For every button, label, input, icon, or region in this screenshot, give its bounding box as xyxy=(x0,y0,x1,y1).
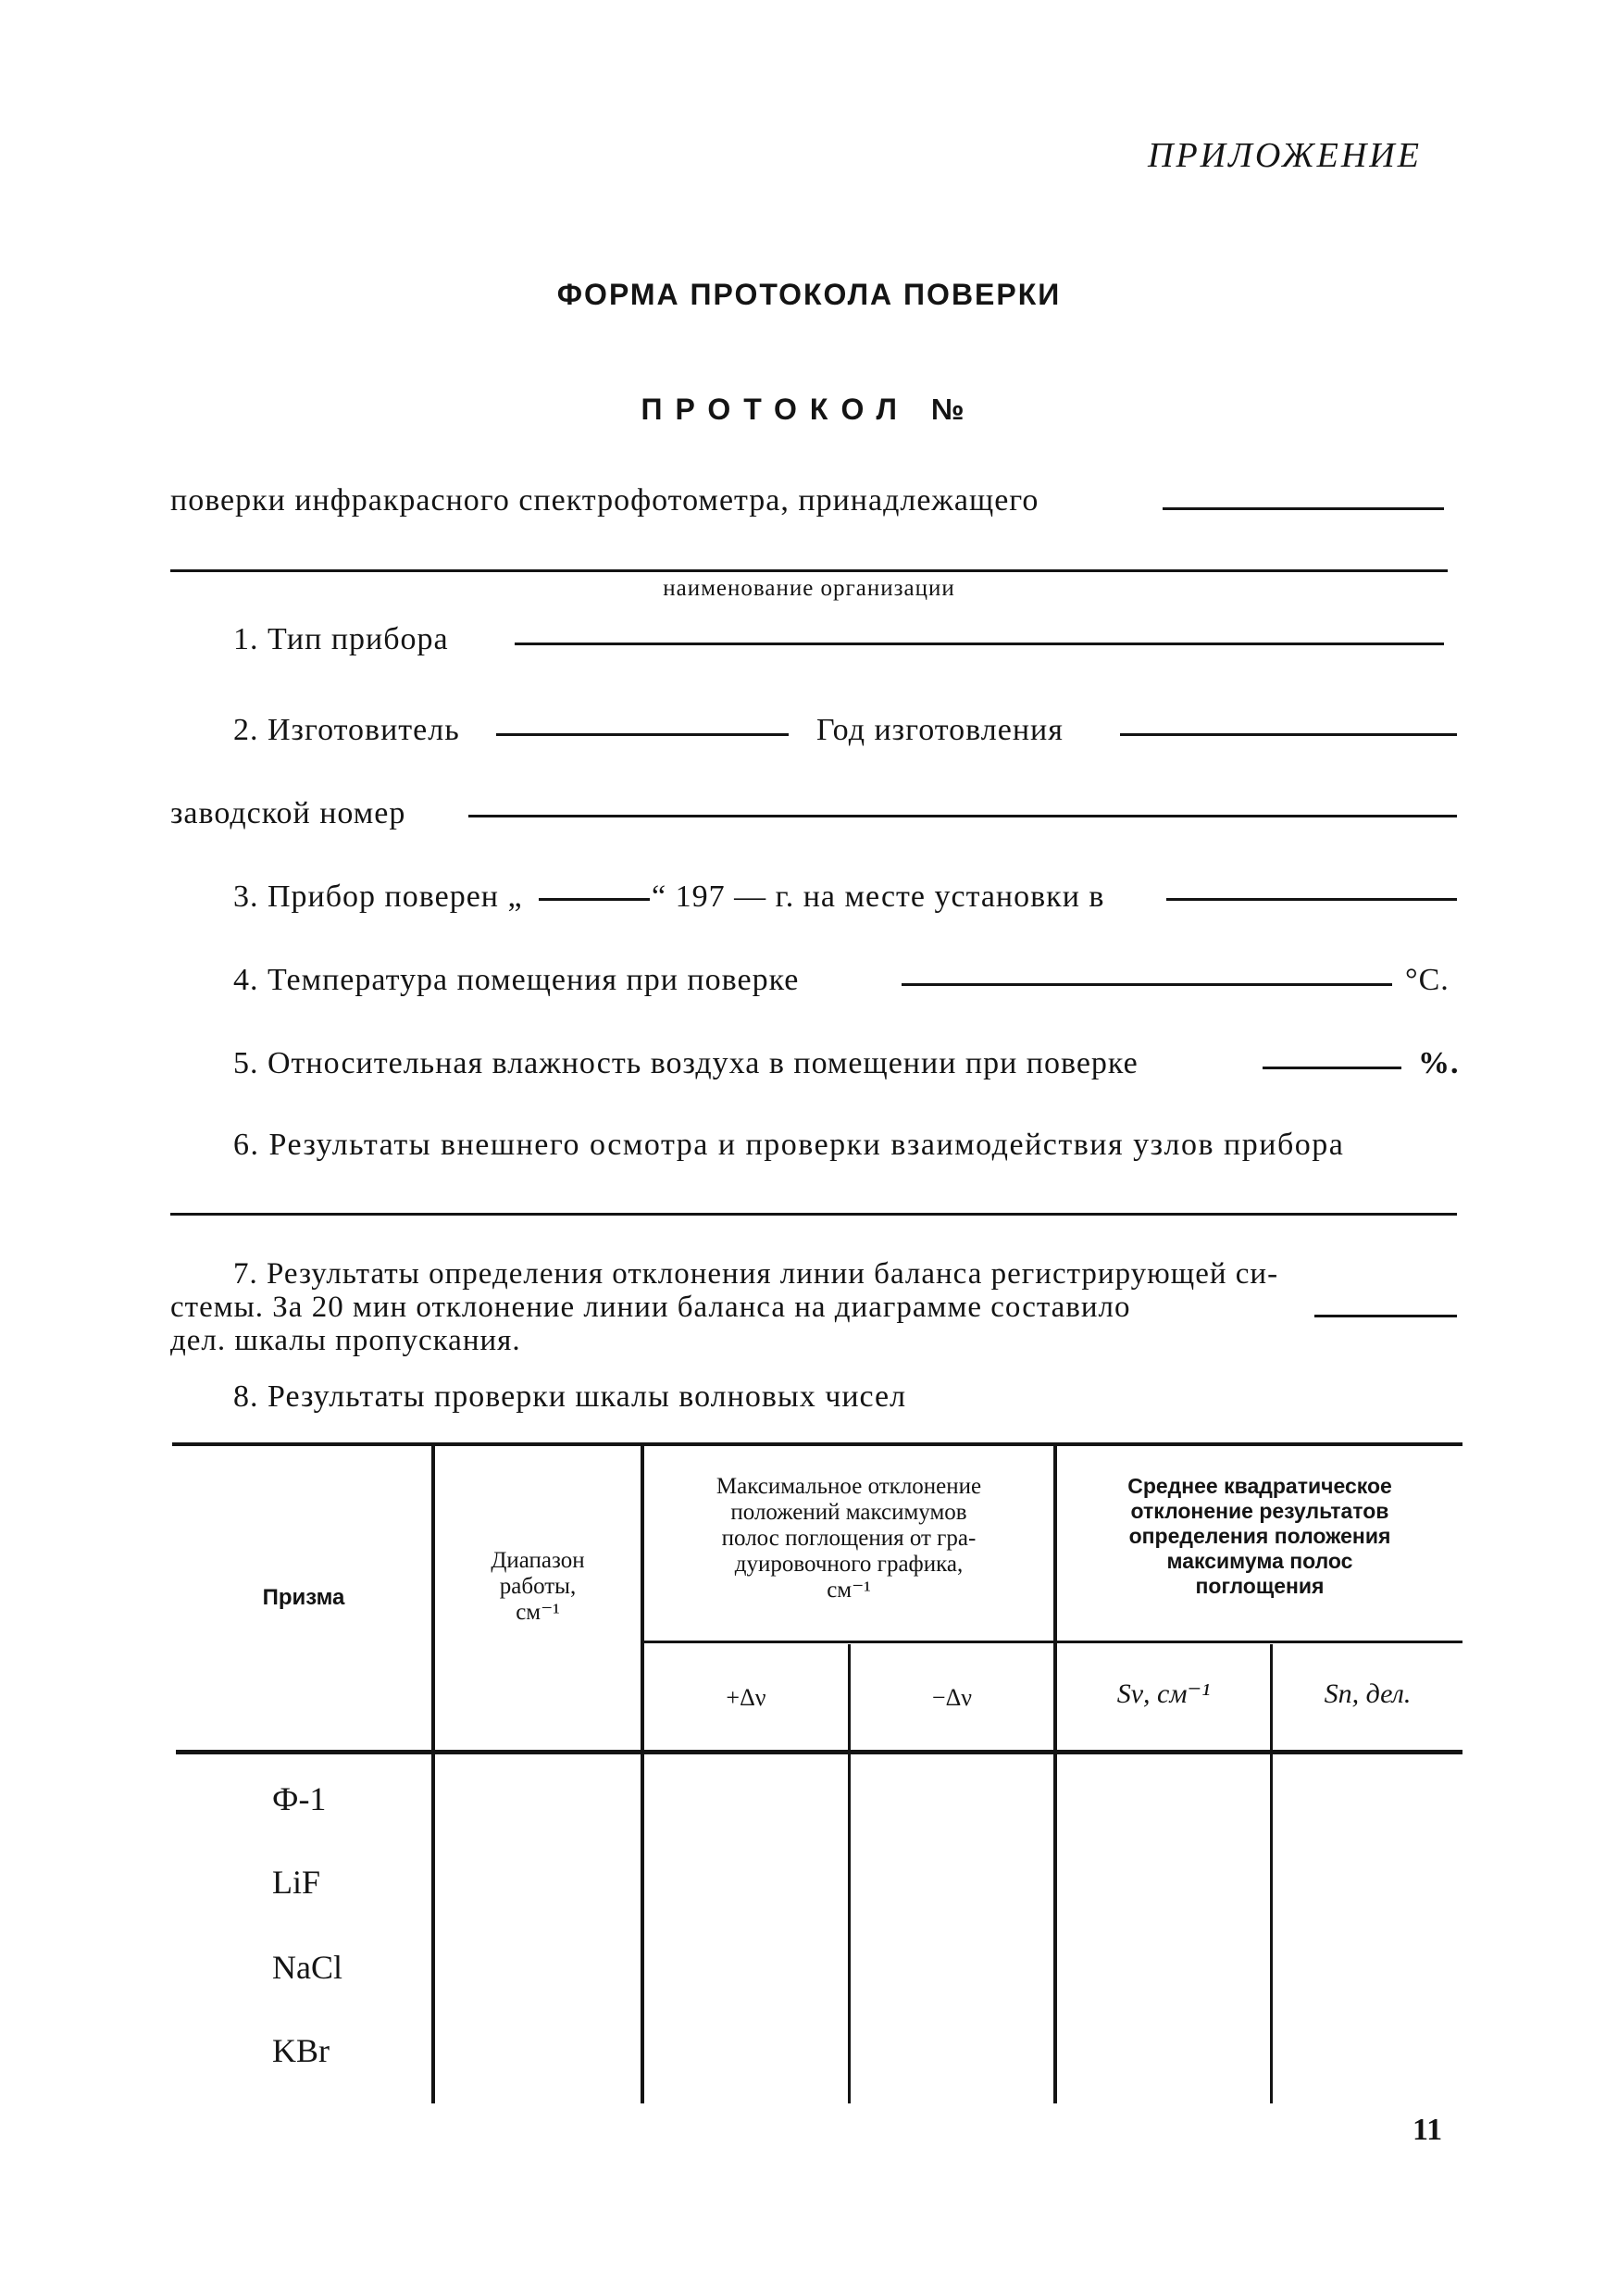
table-top-rule xyxy=(172,1442,1462,1446)
balance-deviation-blank[interactable] xyxy=(1314,1315,1457,1317)
location-blank[interactable] xyxy=(1166,898,1457,901)
owner-blank[interactable] xyxy=(1163,507,1444,510)
col-divider-5 xyxy=(1270,1644,1273,2103)
item-1-label: 1. Тип прибора xyxy=(233,622,449,656)
header-range-line: Диапазон xyxy=(491,1548,585,1573)
item-7-line2: стемы. За 20 мин отклонение линии баланса на диаграмме составило xyxy=(170,1291,1131,1324)
year-label: Год изготовления xyxy=(816,713,1064,747)
organization-caption: наименование организации xyxy=(663,576,955,601)
device-type-blank[interactable] xyxy=(515,643,1444,645)
serial-blank[interactable] xyxy=(468,815,1457,817)
item-3-label: 3. Прибор поверен „ xyxy=(233,880,523,914)
subheader-s-nu: Sν, см⁻¹ xyxy=(1116,1678,1211,1709)
page-number: 11 xyxy=(1413,2113,1443,2147)
col-divider-3 xyxy=(848,1644,851,2103)
inspection-blank[interactable] xyxy=(170,1213,1457,1216)
temperature-unit: °С. xyxy=(1405,963,1450,997)
protocol-title: ПРОТОКОЛ № xyxy=(641,393,977,426)
temperature-blank[interactable] xyxy=(902,983,1392,986)
header-max-dev-line: положений максимумов xyxy=(730,1500,967,1525)
header-std-dev-line: определения положения xyxy=(1128,1524,1391,1548)
item-7-line3: дел. шкалы пропускания. xyxy=(170,1324,521,1357)
humidity-unit: %. xyxy=(1418,1046,1460,1080)
header-range-line: работы, xyxy=(499,1574,577,1599)
item-4-label: 4. Температура помещения при поверке xyxy=(233,963,800,997)
header-std-dev-line: Среднее квадратическое xyxy=(1127,1474,1392,1498)
header-max-dev-line: см⁻¹ xyxy=(827,1578,871,1603)
header-max-deviation xyxy=(644,1474,1053,1603)
header-std-deviation xyxy=(1057,1474,1462,1599)
header-max-dev-line: дуировочного графика, xyxy=(734,1552,964,1577)
header-max-dev-line: Максимальное отклонение xyxy=(716,1474,982,1499)
subheader-s-n: Sn, дел. xyxy=(1324,1678,1412,1709)
header-max-dev-line: полос поглощения от гра- xyxy=(721,1526,977,1551)
prism-row-label: KBr xyxy=(272,2032,330,2069)
header-std-dev-line: максимума полос xyxy=(1166,1549,1353,1573)
item-6-label: 6. Результаты внешнего осмотра и проверки взаимодействия узлов прибора xyxy=(233,1128,1345,1162)
subheader-plus-delta: +Δν xyxy=(726,1684,766,1711)
header-range xyxy=(435,1548,641,1626)
year-blank[interactable] xyxy=(1120,733,1457,736)
intro-line: поверки инфракрасного спектрофотометра, принадлежащего xyxy=(170,483,1039,518)
header-std-dev-line: отклонение результатов xyxy=(1130,1499,1389,1523)
header-prism: Призма xyxy=(262,1585,345,1610)
item-3-rest: “ 197 — г. на месте установки в xyxy=(652,880,1105,914)
std-dev-sub-rule xyxy=(1057,1641,1462,1643)
date-blank[interactable] xyxy=(539,898,650,901)
form-title: ФОРМА ПРОТОКОЛА ПОВЕРКИ xyxy=(556,278,1062,311)
humidity-blank[interactable] xyxy=(1263,1067,1401,1069)
appendix-heading: ПРИЛОЖЕНИЕ xyxy=(1148,136,1422,175)
organization-blank[interactable] xyxy=(170,569,1448,572)
prism-row-label: Ф-1 xyxy=(272,1780,327,1817)
item-7-line1: 7. Результаты определения отклонения линии баланса регистрирующей си- xyxy=(233,1257,1279,1291)
subheader-minus-delta: −Δν xyxy=(931,1684,973,1711)
item-5-label: 5. Относительная влажность воздуха в помещении при поверке xyxy=(233,1046,1139,1080)
max-dev-sub-rule xyxy=(644,1641,1053,1643)
serial-label: заводской номер xyxy=(170,796,406,830)
header-range-line: см⁻¹ xyxy=(516,1600,560,1625)
prism-row-label: NaCl xyxy=(272,1949,342,1986)
manufacturer-blank[interactable] xyxy=(496,733,789,736)
col-divider-1 xyxy=(431,1446,435,2103)
prism-row-label: LiF xyxy=(272,1864,321,1901)
item-2-label: 2. Изготовитель xyxy=(233,713,460,747)
item-8-label: 8. Результаты проверки шкалы волновых чисел xyxy=(233,1379,907,1414)
header-std-dev-line: поглощения xyxy=(1195,1574,1325,1598)
